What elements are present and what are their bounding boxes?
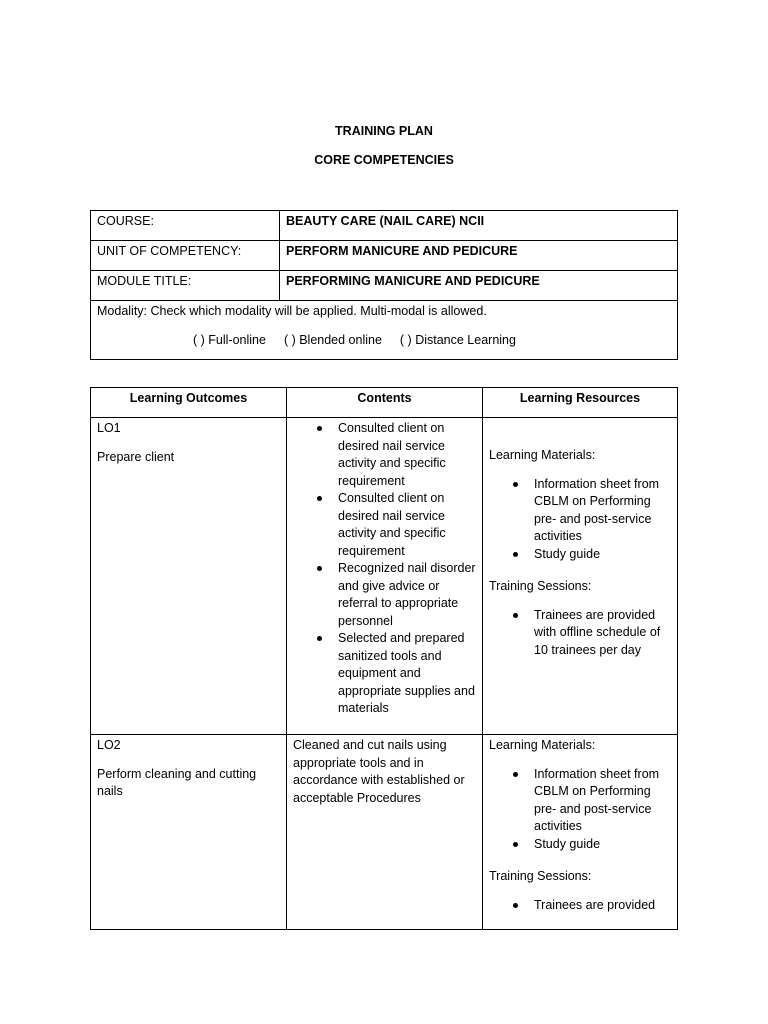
- contents-text: Cleaned and cut nails using appropriate tools and in accordance with established or acceptable Procedures: [293, 738, 465, 805]
- materials-list: [489, 476, 671, 564]
- header-learning-outcomes: Learning Outcomes: [91, 388, 287, 418]
- header-learning-resources: Learning Resources: [483, 388, 678, 418]
- learning-outcome-cell: [91, 735, 287, 930]
- unit-label: UNIT OF COMPETENCY:: [91, 241, 280, 271]
- document-title: TRAINING PLAN: [335, 124, 433, 138]
- materials-label: Learning Materials:: [489, 448, 596, 462]
- modality-option-distance-learning[interactable]: ( ) Distance Learning: [399, 332, 516, 347]
- module-row: [91, 271, 678, 301]
- table-row: [91, 735, 678, 930]
- lo-code: LO1: [97, 421, 121, 435]
- unit-value: PERFORM MANICURE AND PEDICURE: [280, 241, 678, 271]
- modality-instruction: Modality: Check which modality will be applied. Multi-modal is allowed.: [97, 304, 487, 318]
- sessions-list: [489, 897, 671, 915]
- contents-list: [293, 420, 476, 718]
- lo-description: Prepare client: [97, 449, 175, 464]
- course-value: BEAUTY CARE (NAIL CARE) NCII: [280, 211, 678, 241]
- materials-label: Learning Materials:: [489, 738, 596, 752]
- module-label: MODULE TITLE:: [91, 271, 280, 301]
- list-item: Consulted client on desired nail service activity and specific requirement: [338, 420, 476, 490]
- contents-cell: [287, 735, 483, 930]
- course-row: [91, 211, 678, 241]
- modality-options: [97, 332, 671, 350]
- list-item: Information sheet from CBLM on Performing pre- and post-service activities: [534, 476, 671, 546]
- materials-list: [489, 766, 671, 854]
- modality-cell: [91, 301, 678, 360]
- sessions-list: [489, 607, 671, 660]
- list-item: Trainees are provided: [534, 897, 671, 915]
- sessions-label: Training Sessions:: [489, 869, 592, 883]
- list-item: Trainees are provided with offline schedule of 10 trainees per day: [534, 607, 671, 660]
- sessions-label: Training Sessions:: [489, 579, 592, 593]
- modality-option-full-online[interactable]: ( ) Full-online: [193, 332, 266, 347]
- list-item: Study guide: [534, 546, 671, 564]
- list-item: Recognized nail disorder and give advice or referral to appropriate personnel: [338, 560, 476, 630]
- header-contents: Contents: [287, 388, 483, 418]
- table-row: [91, 418, 678, 735]
- module-value: PERFORMING MANICURE AND PEDICURE: [280, 271, 678, 301]
- plan-header-row: [91, 388, 678, 418]
- lo-description: Perform cleaning and cutting nails: [97, 766, 257, 798]
- contents-cell: [287, 418, 483, 735]
- list-item: Consulted client on desired nail service activity and specific requirement: [338, 490, 476, 560]
- unit-row: [91, 241, 678, 271]
- list-item: Selected and prepared sanitized tools and equipment and appropriate supplies and materials: [338, 630, 476, 718]
- course-label: COURSE:: [91, 211, 280, 241]
- list-item: Information sheet from CBLM on Performing pre- and post-service activities: [534, 766, 671, 836]
- modality-option-blended-online[interactable]: ( ) Blended online: [283, 332, 382, 347]
- lo-code: LO2: [97, 738, 121, 752]
- document-subtitle: CORE COMPETENCIES: [314, 153, 454, 167]
- list-item: Study guide: [534, 836, 671, 854]
- learning-outcome-cell: [91, 418, 287, 735]
- resources-cell: [483, 418, 678, 735]
- training-plan-table: [90, 387, 678, 930]
- resources-cell: [483, 735, 678, 930]
- modality-row: [91, 301, 678, 360]
- course-info-table: [90, 210, 678, 360]
